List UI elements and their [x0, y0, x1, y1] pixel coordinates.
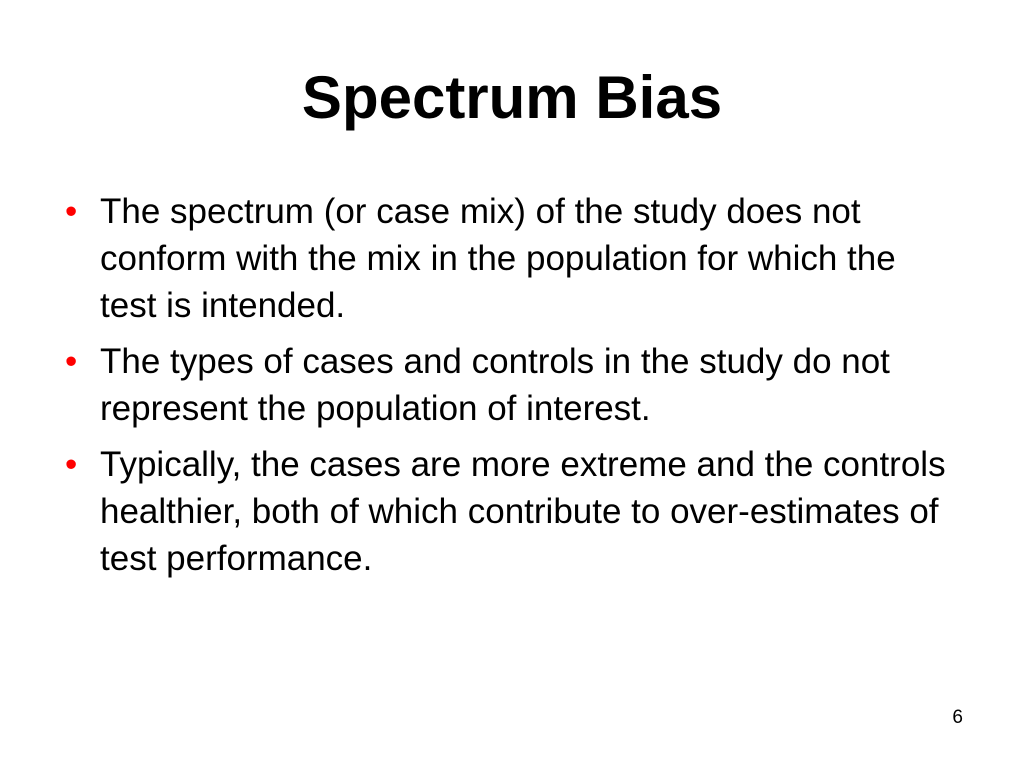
- bullet-marker: •: [65, 445, 78, 484]
- bullet-list: [60, 188, 960, 591]
- bullet-text: The spectrum (or case mix) of the study does not conform with the mix in the population for which the test is intended.: [100, 192, 896, 325]
- bullet-marker: •: [65, 192, 78, 231]
- bullet-item: [60, 188, 960, 329]
- bullet-text: Typically, the cases are more extreme and the controls healthier, both of which contribute to over-estimates of test performance.: [100, 445, 946, 578]
- slide-title: Spectrum Bias: [301, 64, 723, 131]
- bullet-item: [60, 338, 960, 432]
- bullet-item: [60, 441, 960, 582]
- bullet-text: The types of cases and controls in the study do not represent the population of interest.: [100, 342, 890, 428]
- bullet-marker: •: [65, 342, 78, 381]
- page-number: 6: [952, 707, 963, 728]
